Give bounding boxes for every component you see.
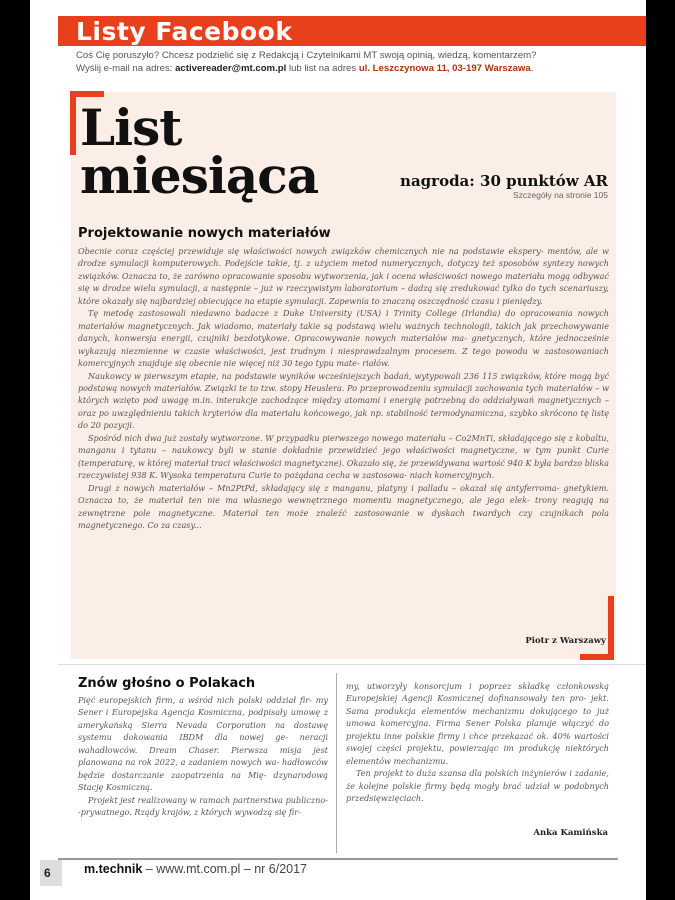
header-intro-mid: lub list na adres — [286, 63, 359, 74]
article-column-left — [78, 694, 328, 819]
letter-of-month-title — [80, 98, 319, 205]
article-paragraph: Ten projekt to duża szansa dla polskich inżynierów i zadanie, że kolejne polskie firmy będą mogły brać udział w podobnych przedsięwzięciach. — [346, 768, 609, 804]
footer-rule — [58, 858, 618, 860]
footer-rest: – www.mt.com.pl – nr 6/2017 — [142, 862, 308, 876]
bracket-decoration — [70, 91, 76, 155]
section-title: Listy Facebook — [76, 17, 293, 46]
article-paragraph: Projekt jest realizowany w ramach partnerstwa publiczno- -prywatnego. Rządy krajów, z których wywodzą się fir- — [78, 794, 328, 818]
letter-paragraph: Obecnie coraz częściej przewiduje się właściwości nowych związków chemicznych nie na podstawie ekspery- mentów, ale w drodze symulacji komputerowych. Podejście takie, tj. z użyciem metod numerycznych, dotyczy też sposobów syntezy nowych związków. Oznacza to, że zarówno opracowanie sposobu wytworzenia, jak i ocena właściwości nowego materiału mogą odbywać się w drodze wielu symulacji, a następnie – już w rzeczywistym laboratorium – dadzą się zredukować tylko do tych scenariuszy, które okazały się najbardziej obiecujące na etapie symulacji. Zapewnia to znaczną oszczędność czasu i pieniędzy. — [78, 246, 609, 306]
award-label: nagroda: 30 punktów AR — [400, 172, 608, 190]
header-intro — [76, 49, 621, 75]
magazine-page — [30, 0, 646, 900]
title-line-1: List — [80, 98, 182, 157]
bracket-decoration — [608, 596, 614, 660]
footer-brand: m.technik — [84, 862, 143, 876]
letter-heading: Projektowanie nowych materiałów — [78, 226, 331, 241]
header-intro-end: . — [530, 63, 534, 74]
bracket-decoration — [70, 91, 104, 97]
column-divider — [336, 673, 337, 853]
footer-text — [84, 862, 307, 876]
page-number: 6 — [44, 866, 51, 880]
award-note: Szczegóły na stronie 105 — [513, 190, 608, 200]
letter-paragraph: Drugi z nowych materiałów – Mn2PtPd, składający się z manganu, platyny i palladu – okazał się antyferroma- gnetykiem. Oznacza to, że materiał ten nie ma własnego wewnętrznego momentu magnetycznego, ale jego elek- trony reagują na zewnętrzne pole magnetyczne. Materiał ten może znaleźć zastosowanie w dyskach twardych czy czujnikach pola magnetycznego. Co za czasy... — [78, 482, 609, 530]
bracket-decoration — [580, 654, 614, 660]
letter-paragraph: Naukowcy w pierwszym etapie, na podstawie wyników wcześniejszych badań, wytypowali 236 115 związków, które mogą być podstawą nowych materiałów. Związki te to tzw. stopy Heuslera. Po przeprowadzeniu symulacji zachowania tych materiałów – w których wzięto pod uwagę m.in. interakcje zachodzące między atomami i energię potrzebną do oddziaływań magnetycznych – oraz po uwzględnieniu takich kryteriów dla materiału końcowego, jak np. stabilność termodynamiczna, szybko skrócono tę listę do 20 pozycji. — [78, 370, 609, 431]
title-line-2: miesiąca — [80, 146, 319, 205]
article-heading: Znów głośno o Polakach — [78, 676, 256, 691]
article-column-right — [346, 680, 609, 805]
header-intro-line2 — [76, 62, 621, 75]
article-paragraph: Pięć europejskich firm, a wśród nich polski oddział fir- my Sener i Europejska Agencja Kosmiczna, podpisały umowę z amerykańską Sierra Nevada Corporation na dostawę systemu dokowania IBDM dla nowej ge- neracji wahadłowców. Dream Chaser. Pierwsza misja jest planowana na rok 2022, a zadaniem nowych wa- hadłowców będzie dostarczanie zaopatrzenia na Mię- dzynarodową Stację Kosmiczną. — [78, 695, 328, 793]
letter-paragraph: Spośród nich dwa już zostały wytworzone. W przypadku pierwszego nowego materiału – Co2MnTi, składającego się z kobaltu, manganu i tytanu – naukowcy byli w stanie dokładnie przewidzieć jego właściwości magnetyczne, w tym punkt Curie (temperaturę, w której materiał traci właściwości magnetyczne). Okazało się, że przewidywana wartość 940 K była bardzo bliska rzeczywistej 938 K. Wysoka temperatura Curie to pożądana cecha w zastosowa- niach komercyjnych. — [78, 432, 609, 481]
letter-body — [78, 245, 609, 531]
section-header-bar — [58, 16, 646, 46]
contact-email[interactable]: activereader@mt.com.pl — [175, 63, 287, 74]
postal-address: ul. Leszczynowa 11, 03-197 Warszawa — [358, 63, 531, 74]
letter-signature: Piotr z Warszawy — [525, 636, 606, 646]
header-intro-line1: Coś Cię poruszyło? Chcesz podzielić się z Redakcją i Czytelnikami MT swoją opinią, wiedzą, komentarzem? — [76, 50, 537, 61]
letter-paragraph: Tę metodę zastosowali niedawno badacze z Duke University (USA) i Trinity College (Irlandia) do opracowania nowych materiałów magnetycznych. Jak wiadomo, materiały takie są podstawą wielu ważnych technologii, takich jak przechowywanie danych, konwersja energii, czujniki bezdotykowe. Opracowywanie nowych materiałów ma- gnetycznych, które jednocześnie wykazują niezmienne w czasie właściwości, jest trudnym i niesprawdzalnym procesem. Z tego powodu w zastosowaniach komercyjnych znajduje się obecnie nie więcej niż 30 tego typu mate- riałów. — [78, 308, 609, 369]
divider — [58, 664, 646, 665]
article-paragraph: my, utworzyły konsorcjum i poprzez składkę członkowską Europejskiej Agencji Kosmicznej dofinansowały ten pro- jekt. Sama produkcja elementów mechanizmu dokującego to już umowa komercyjna. Firma Sener Polska planuje włączyć do projektu inne polskie firmy i chce przekazać ok. 40% wartości swojej części projektu, powierzając im produkcję niektórych elementów mechanizmu. — [346, 681, 609, 766]
article-signature: Anka Kamińska — [533, 828, 608, 838]
header-intro-prefix: Wyślij e-mail na adres: — [76, 63, 176, 74]
